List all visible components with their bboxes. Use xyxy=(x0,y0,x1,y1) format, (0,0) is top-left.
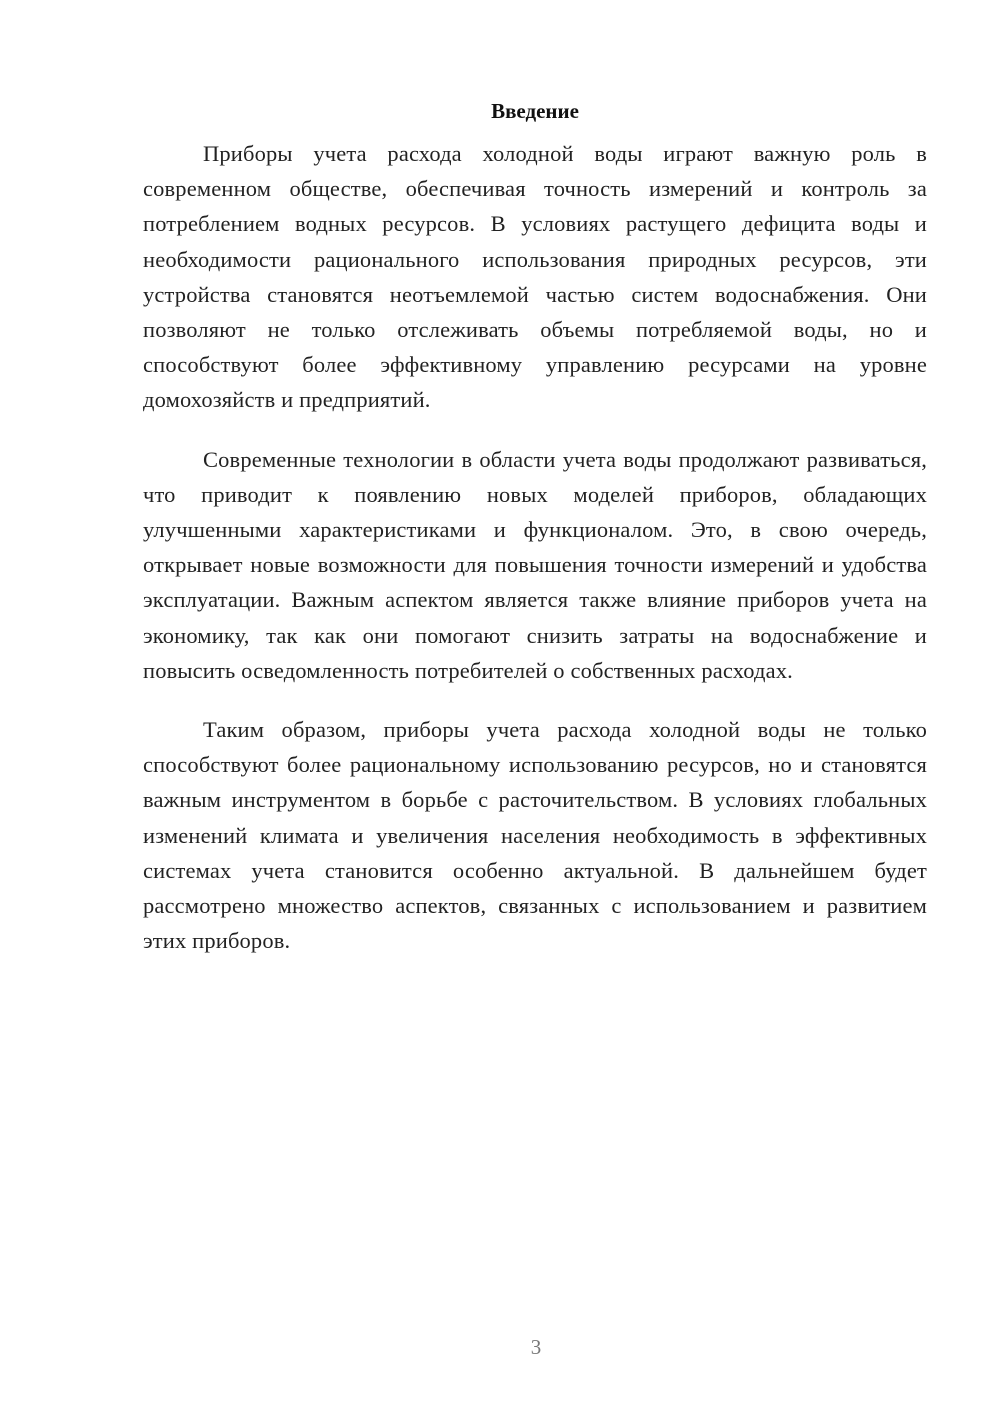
paragraph-1: Приборы учета расхода холодной воды играют важную роль в современном обществе, обеспечивая точность измерений и контроль за потреблением водных ресурсов. В условиях растущего дефицита воды и необходимости рационального использования природных ресурсов, эти устройства становятся неотъемлемой частью систем водоснабжения. Они позволяют не только отслеживать объемы потребляемой воды, но и способствуют более эффективному управлению ресурсами на уровне домохозяйств и предприятий. xyxy=(143,141,927,413)
paragraph-3: Таким образом, приборы учета расхода холодной воды не только способствуют более рациональному использованию ресурсов, но и становятся важным инструментом в борьбе с расточительством. В условиях глобальных изменений климата и увеличения населения необходимость в эффективных системах учета становится особенно актуальной. В дальнейшем будет рассмотрено множество аспектов, связанных с использованием и развитием этих приборов. xyxy=(143,717,927,954)
page-content xyxy=(143,96,927,982)
section-title: Введение xyxy=(491,99,579,123)
paragraph-2: Современные технологии в области учета воды продолжают развиваться, что приводит к появлению новых моделей приборов, обладающих улучшенными характеристиками и функционалом. Это, в свою очередь, открывает новые возможности для повышения точности измерений и удобства эксплуатации. Важным аспектом является также влияние приборов учета на экономику, так как они помогают снизить затраты на водоснабжение и повысить осведомленность потребителей о собственных расходах. xyxy=(143,446,927,683)
page-number: 3 xyxy=(530,1335,542,1359)
